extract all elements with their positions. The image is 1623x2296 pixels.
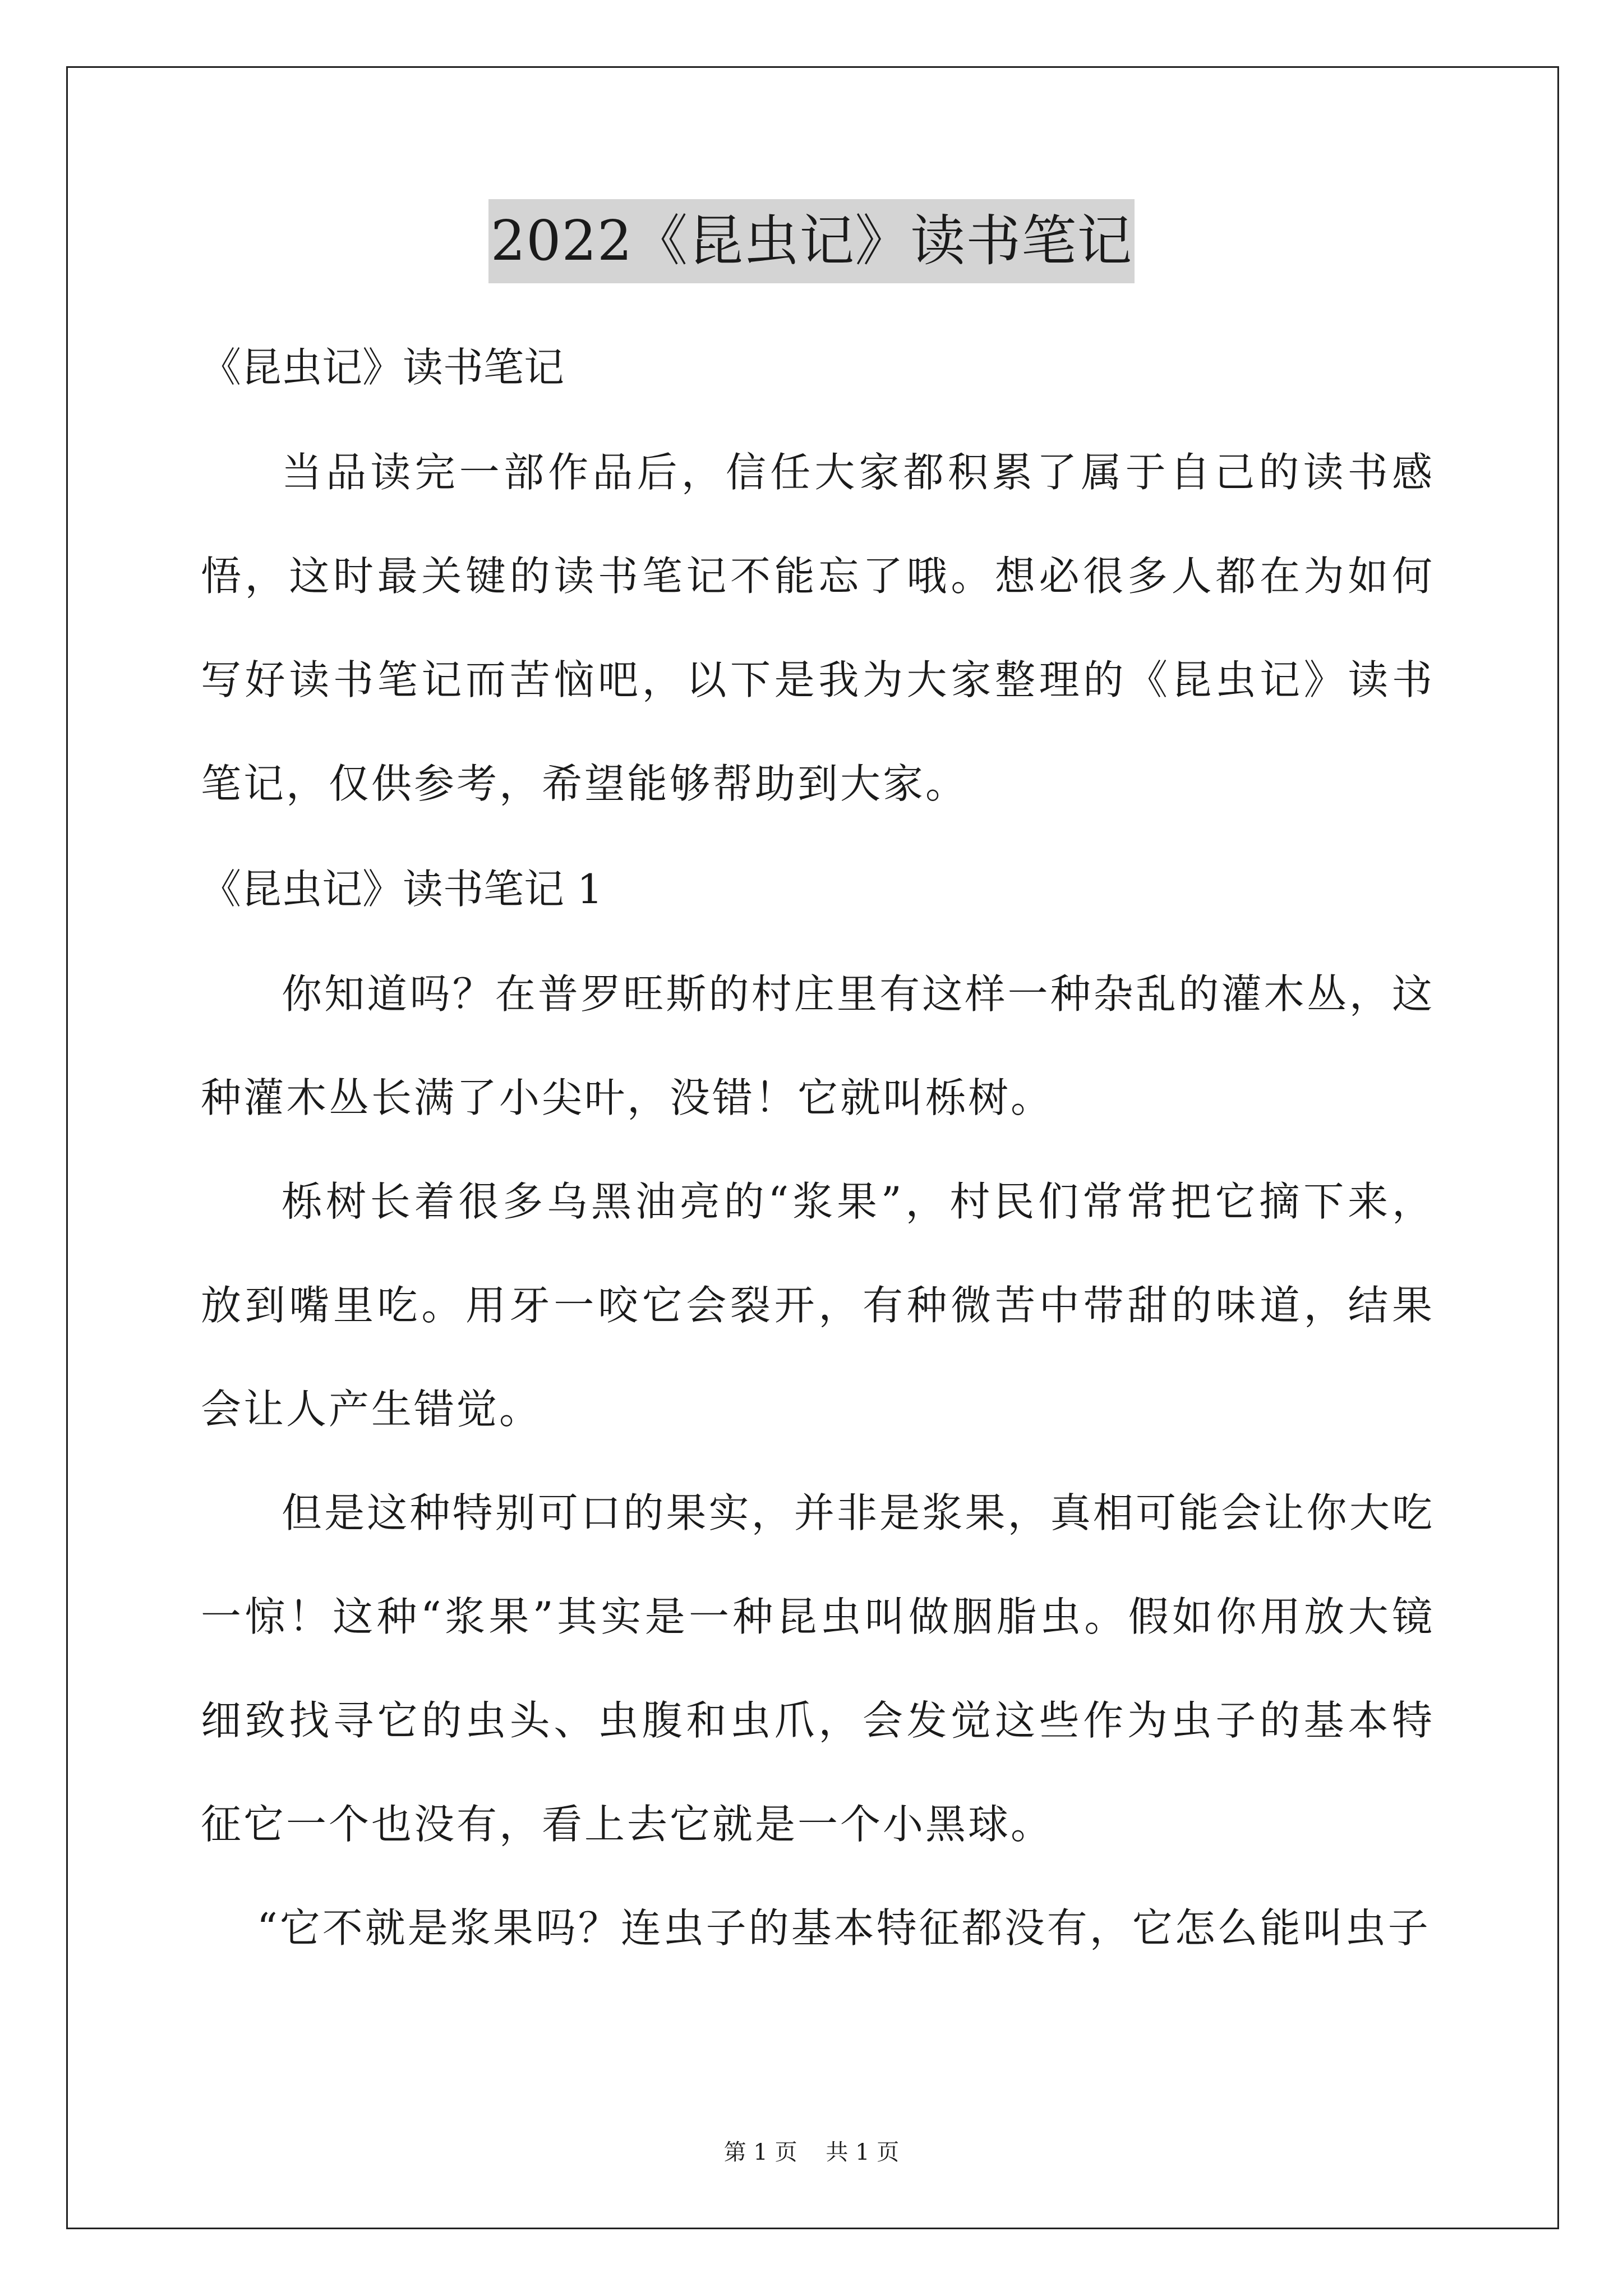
title-container [0, 199, 1623, 283]
document-title: 2022《昆虫记》读书笔记 [488, 199, 1135, 283]
body-paragraph: “它不就是浆果吗？连虫子的基本特征都没有，它怎么能叫虫子 [257, 1904, 1431, 1952]
body-paragraph: 你知道吗？在普罗旺斯的村庄里有这样一种杂乱的灌木丛，这种灌木丛长满了小尖叶，没错！它就叫栎树。 [201, 970, 1435, 1121]
page-footer: 第 1 页 共 1 页 [723, 2139, 900, 2165]
document-body [201, 314, 1435, 1980]
body-paragraph: 但是这种特别可口的果实，并非是浆果，真相可能会让你大吃一惊！这种“浆果”其实是一种昆虫叫做胭脂虫。假如你用放大镜细致找寻它的虫头、虫腹和虫爪，会发觉这些作为虫子的基本特征它一个也没有，看上去它就是一个小黑球。 [201, 1489, 1435, 1848]
document-subtitle: 《昆虫记》读书笔记 [201, 344, 565, 391]
section-heading: 《昆虫记》读书笔记 1 [201, 866, 603, 913]
intro-paragraph: 当品读完一部作品后，信任大家都积累了属于自己的读书感悟，这时最关键的读书笔记不能忘了哦。想必很多人都在为如何写好读书笔记而苦恼吧，以下是我为大家整理的《昆虫记》读书笔记，仅供参考，希望能够帮助到大家。 [201, 449, 1435, 807]
body-paragraph: 栎树长着很多乌黑油亮的“浆果”，村民们常常把它摘下来，放到嘴里吃。用牙一咬它会裂开，有种微苦中带甜的味道，结果会让人产生错觉。 [201, 1178, 1435, 1433]
